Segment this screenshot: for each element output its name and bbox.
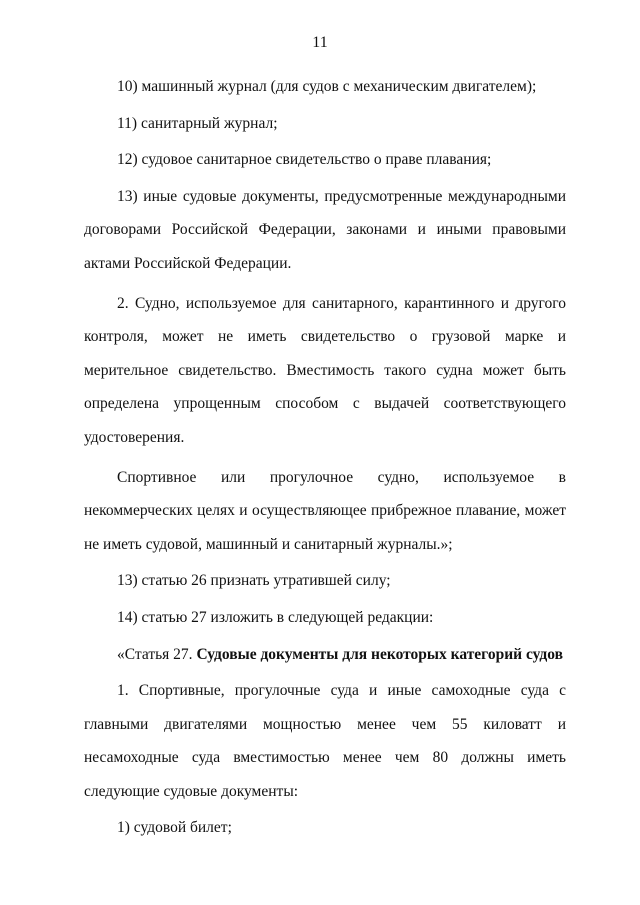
article-title: Судовые документы для некоторых категорий судов (196, 645, 563, 663)
article-27-heading (84, 638, 566, 672)
article-number: «Статья 27. (117, 645, 193, 663)
paragraph-2: 2. Судно, используемое для санитарного, карантинного и другого контроля, может не иметь свидетельство о грузовой марке и мерительное свидетельство. Вместимость такого судна может быть определена упрощенным способом с выдачей соответствующего удостоверения. (84, 294, 566, 446)
article-27-clause-1: 1. Спортивные, прогулочные суда и иные самоходные суда с главными двигателями мощностью менее чем 55 киловатт и несамоходные суда вместимостью менее чем 80 должны иметь следующие судовые документы: (84, 682, 566, 800)
amendment-14: 14) статью 27 изложить в следующей редакции: (117, 608, 434, 626)
page-number: 11 (312, 34, 328, 51)
article-27-item-1: 1) судовой билет; (117, 819, 232, 837)
paragraph-sport-vessel: Спортивное или прогулочное судно, используемое в некоммерческих целях и осуществляющее прибрежное плавание, может не иметь судовой, машинный и санитарный журналы.»; (84, 468, 566, 553)
list-item-11: 11) санитарный журнал; (117, 114, 278, 132)
list-item-10: 10) машинный журнал (для судов с механическим двигателем); (117, 78, 537, 95)
list-item-13: 13) иные судовые документы, предусмотренные международными договорами Российской Федерации, законами и иными правовыми актами Российской Федерации. (84, 187, 566, 272)
document-body (84, 70, 566, 845)
amendment-13: 13) статью 26 признать утратившей силу; (117, 572, 391, 590)
list-item-12: 12) судовое санитарное свидетельство о праве плавания; (117, 151, 492, 169)
